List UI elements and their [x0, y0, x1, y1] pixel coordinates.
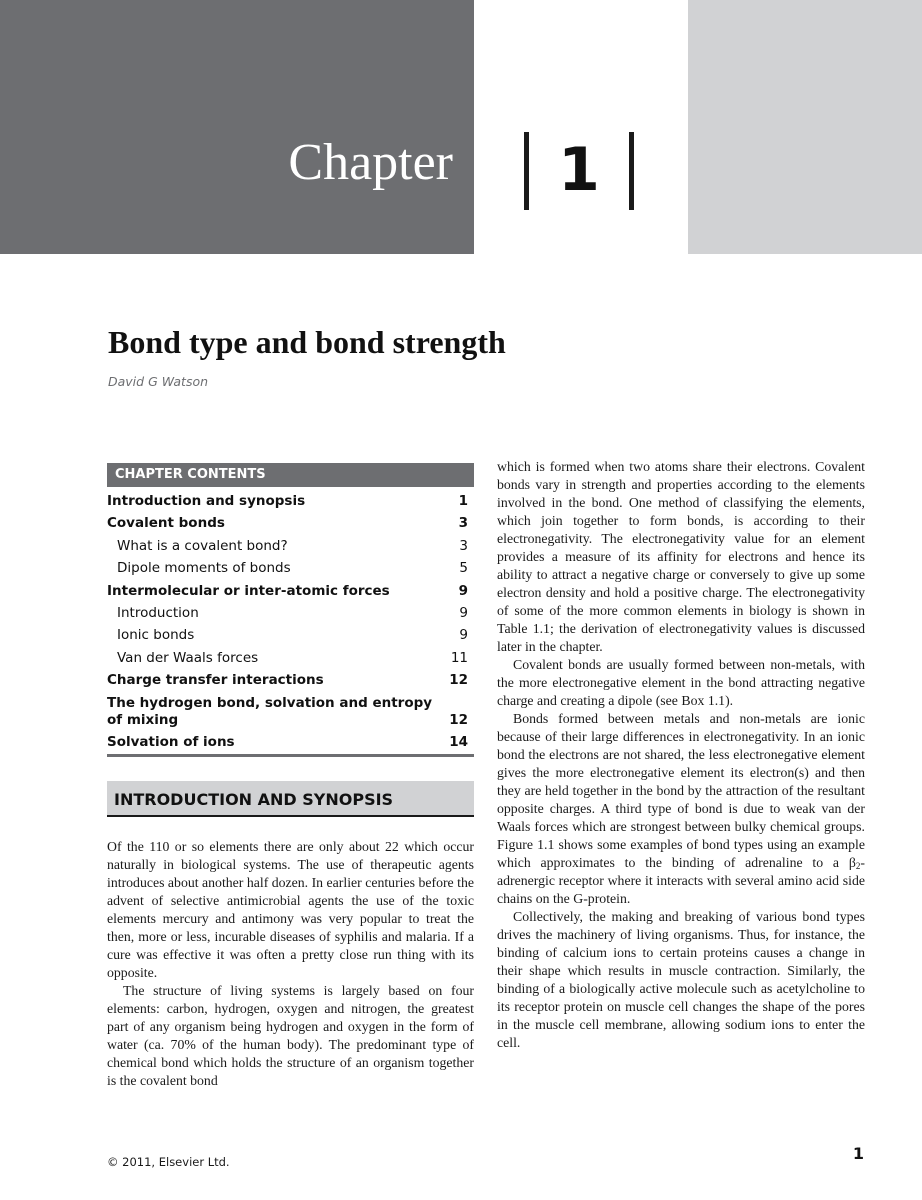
toc-item[interactable]	[107, 695, 474, 729]
body-paragraph	[497, 656, 865, 710]
body-paragraph	[107, 982, 474, 1090]
toc-item[interactable]	[107, 560, 474, 577]
toc-item-label: Solvation of ions	[107, 733, 235, 750]
toc-item[interactable]	[107, 672, 474, 689]
paragraph-text: which is formed when two atoms share their electrons. Covalent bonds vary in strength and properties according to the elements involved in the bond. One method of classifying the elements, which join together to form bonds, is according to their electronegativity. The electronegativity value for an element provides a measure of its affinity for electrons and hence its ability to attract a negative charge or conversely to give up some electron density and hold a positive charge. The electronegativity of some of the more common elements in biology is shown in Table 1.1; the derivation of electronegativity values is discussed later in the chapter.	[497, 459, 865, 654]
toc-item-label: Introduction	[117, 604, 199, 621]
toc-item-label: What is a covalent bond?	[117, 537, 288, 554]
page-number: 1	[852, 1144, 864, 1163]
toc-item[interactable]	[107, 605, 474, 622]
chapter-label: Chapter	[288, 134, 453, 191]
paragraph-text: Covalent bonds are usually formed between non-metals, with the more electronegative element in the bond attracting negative charge and creating a dipole (see Box 1.1).	[497, 657, 865, 708]
paragraph-text: Collectively, the making and breaking of various bond types drives the machinery of living organisms. Thus, for instance, the binding of calcium ions to certain proteins causes a change in their shape which results in muscle contraction. Similarly, the binding of a biologically active molecule such as acetylcholine to its receptor protein on muscle cell changes the shape of the pores in the muscle cell membrane, allowing sodium ions to enter the cell.	[497, 909, 865, 1050]
toc-item-page: 9	[459, 604, 468, 621]
paragraph-text: Bonds formed between metals and non-metals are ionic because of their large differences in electronegativity. In an ionic bond the electrons are not shared, the less electronegative element gives the more electronegative element its electron(s) and then they are held together in the bond by the attraction of the resultant opposite charges. A third type of bond is due to weak van der Waals forces which are strongest between bulky chemical groups. Figure 1.1 shows some examples of bond types using an example which approximates to the binding of adrenaline to a β	[497, 711, 865, 870]
toc-item[interactable]	[107, 650, 474, 667]
paragraph-text: -adrenergic receptor where it interacts with several amino acid side chains on the G-protein.	[497, 855, 865, 906]
toc-item-page: 14	[449, 733, 468, 750]
toc-item-page: 9	[458, 582, 468, 599]
author-name: David G Watson	[108, 374, 209, 389]
toc-item-page: 3	[459, 537, 468, 554]
chapter-contents-box	[107, 463, 474, 757]
toc-item-page: 1	[458, 493, 468, 509]
toc-item-page: 11	[450, 649, 468, 666]
body-paragraph	[497, 710, 865, 908]
toc-item-label: Charge transfer interactions	[107, 672, 324, 689]
chapter-contents-heading: CHAPTER CONTENTS	[107, 463, 474, 487]
section-heading: INTRODUCTION AND SYNOPSIS	[107, 781, 474, 817]
toc-item-page: 3	[458, 515, 468, 532]
toc-item[interactable]	[107, 493, 474, 510]
chapter-number-box	[524, 132, 634, 210]
toc-item-page: 12	[449, 672, 468, 689]
chapter-contents-rule	[107, 754, 474, 757]
toc-item[interactable]	[107, 538, 474, 555]
toc-item-label: Introduction and synopsis	[107, 493, 306, 509]
paragraph-text: Of the 110 or so elements there are only about 22 which occur naturally in biological systems. The use of therapeutic agents introduces about another half dozen. In earlier centuries before the advent of selective antimicrobial agents the use of the toxic elements mercury and antimony was very popular to treat the then, more or less, incurable diseases of syphilis and malaria. If a cure was effective it was often a pretty close run thing with its opposite.	[107, 839, 474, 980]
body-paragraph	[107, 838, 474, 982]
chapter-number: 1	[558, 135, 600, 205]
toc-item[interactable]	[107, 734, 474, 751]
body-paragraph	[497, 458, 865, 656]
toc-item-page: 12	[449, 711, 468, 728]
toc-item-page: 9	[459, 627, 468, 644]
chapter-header-band-dark	[0, 0, 474, 254]
paragraph-text: The structure of living systems is largely based on four elements: carbon, hydrogen, oxygen and nitrogen, the greatest part of any organism being hydrogen and oxygen in the form of water (ca. 70% of the human body). The predominant type of chemical bond which holds the structure of an organism together is the covalent bond	[107, 983, 474, 1088]
toc-item-label: Ionic bonds	[117, 627, 195, 644]
toc-item-label: Dipole moments of bonds	[117, 560, 291, 577]
chapter-header-band-light	[688, 0, 922, 254]
toc-item-label: Covalent bonds	[107, 515, 225, 532]
toc-item[interactable]	[107, 583, 474, 600]
left-column-text	[107, 838, 474, 1090]
toc-item-page: 5	[459, 560, 468, 577]
copyright-notice: © 2011, Elsevier Ltd.	[107, 1155, 230, 1169]
toc-item[interactable]	[107, 515, 474, 532]
toc-list	[107, 487, 474, 751]
chapter-title: Bond type and bond strength	[108, 324, 506, 360]
toc-item-label: Van der Waals forces	[117, 649, 259, 666]
body-paragraph	[497, 908, 865, 1052]
toc-item-label: The hydrogen bond, solvation and entropy of mixing	[107, 694, 433, 728]
right-column-text	[497, 458, 865, 1052]
toc-item[interactable]	[107, 627, 474, 644]
subscript-text: 2	[855, 861, 861, 871]
toc-item-label: Intermolecular or inter-atomic forces	[107, 582, 390, 599]
